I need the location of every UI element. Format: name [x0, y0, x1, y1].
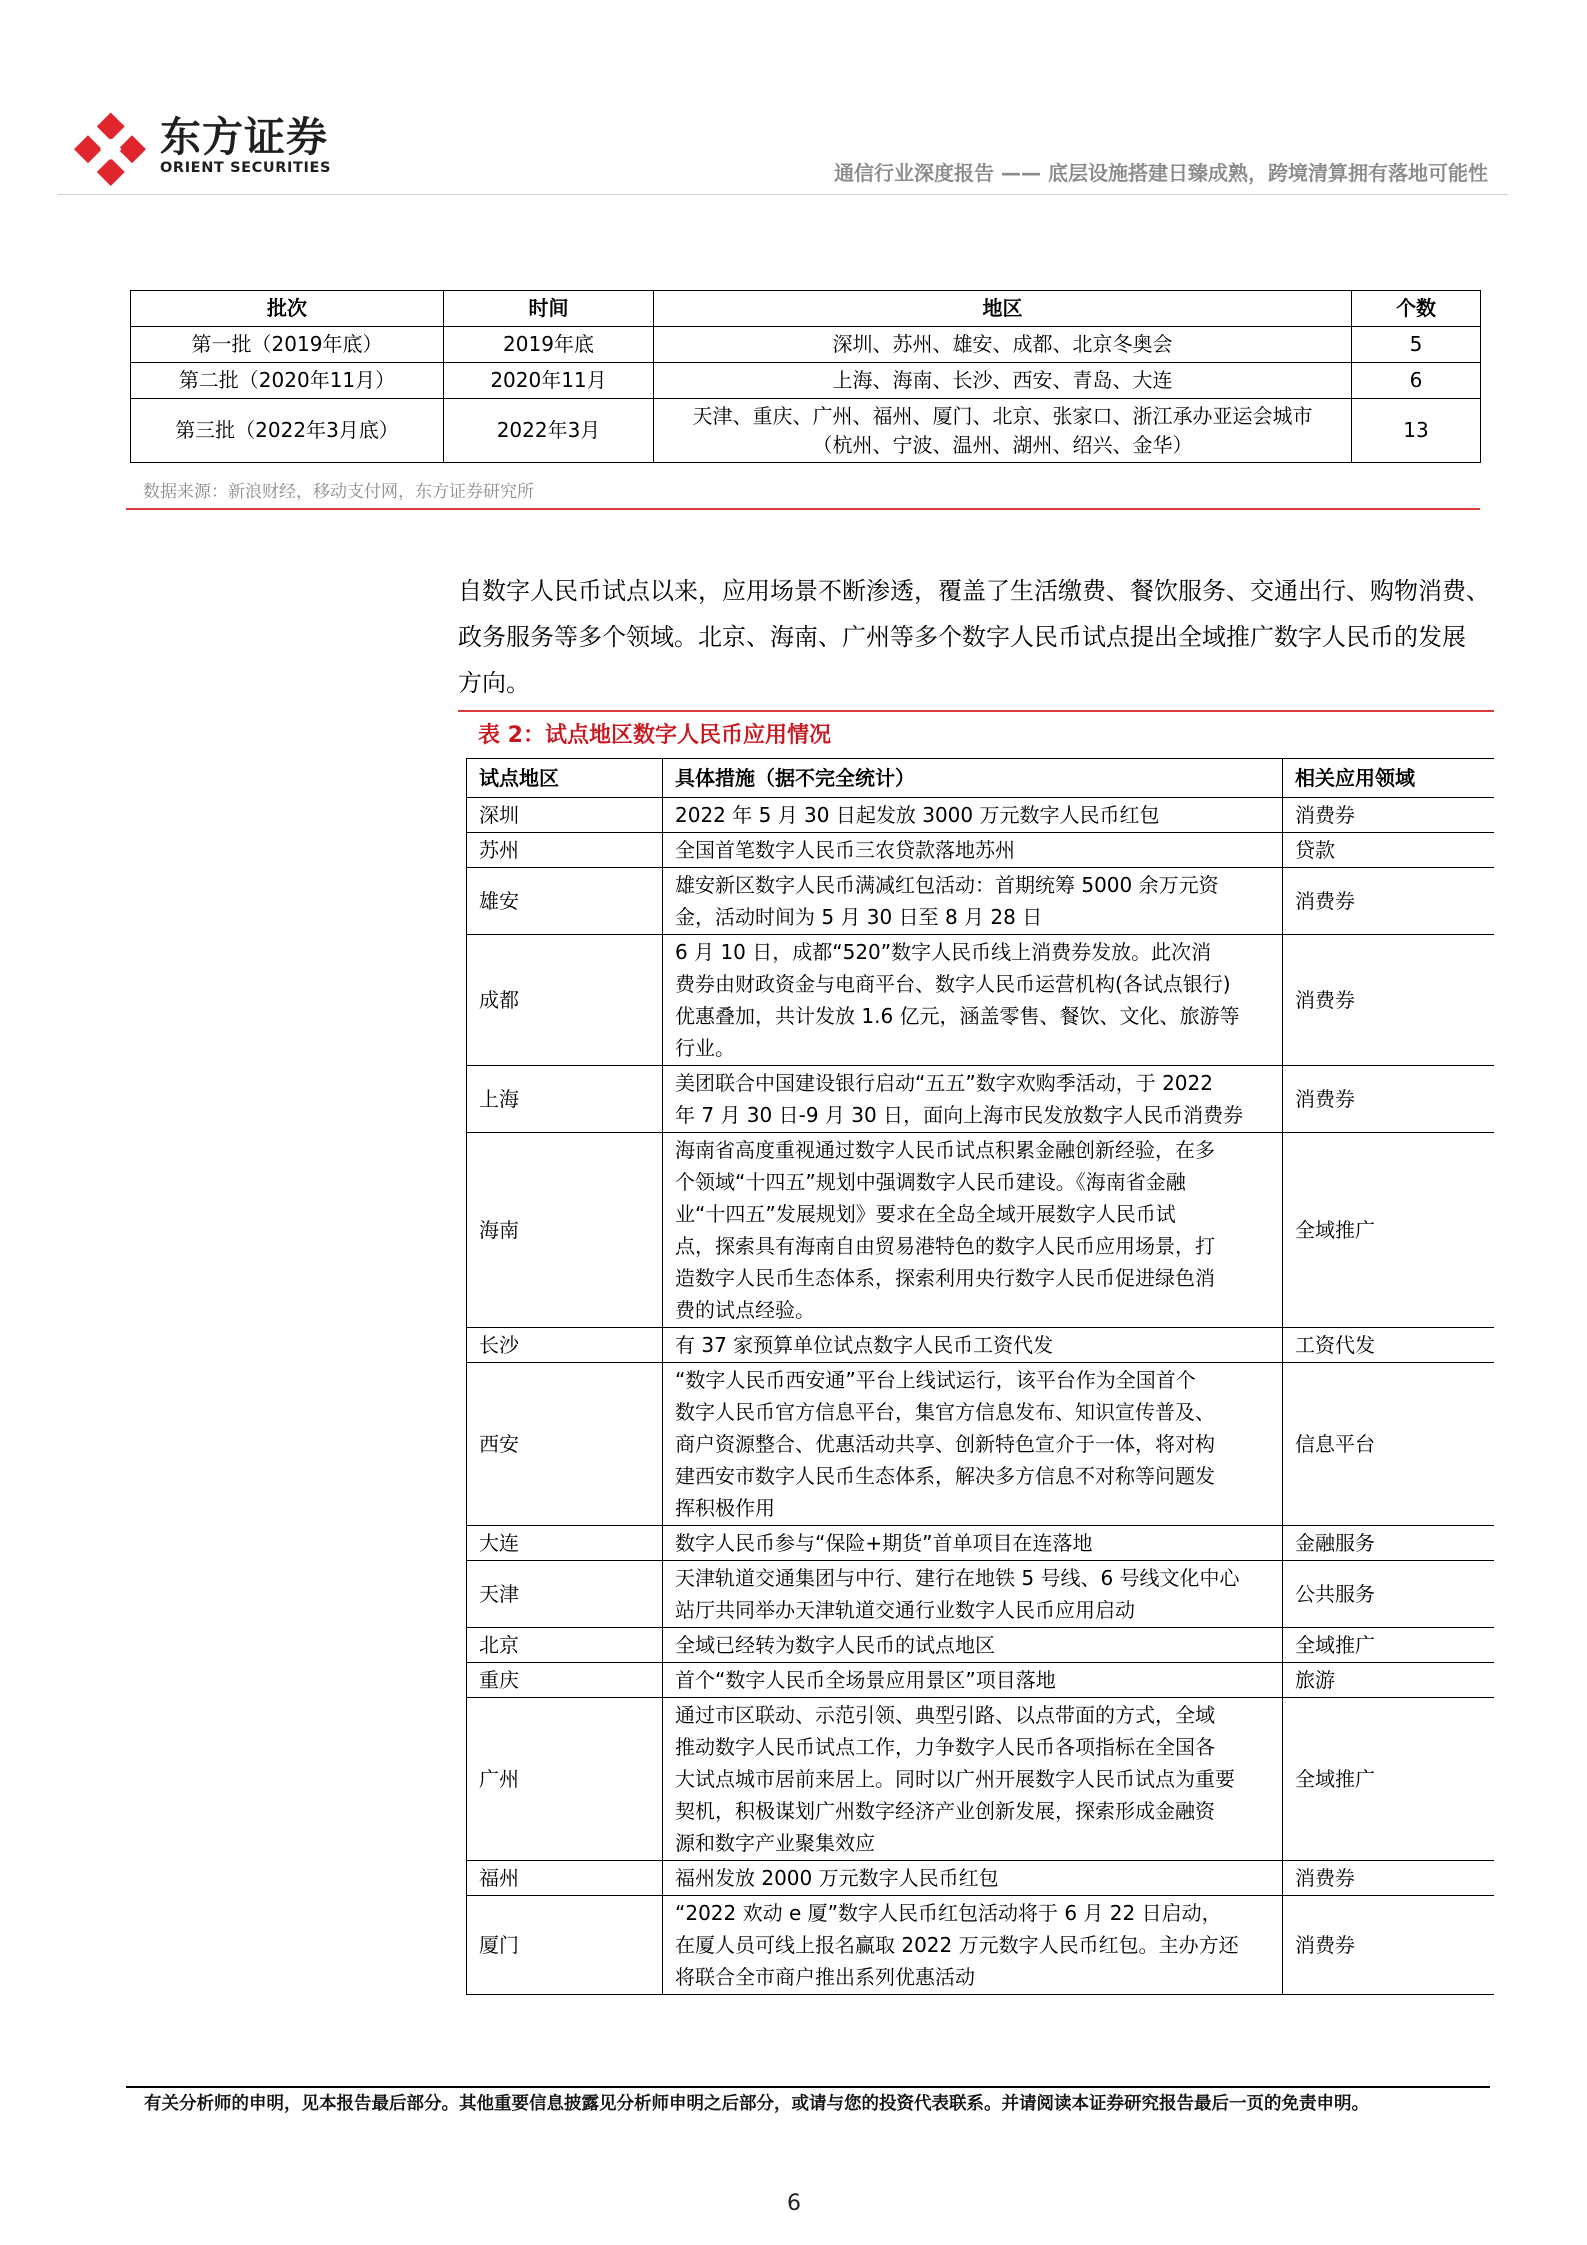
measure-line: 站厅共同举办天津轨道交通行业数字人民币应用启动	[675, 1598, 1135, 1622]
measures-cell	[663, 798, 1283, 833]
measures-cell	[663, 1628, 1283, 1663]
header-field: 相关应用领域	[1283, 759, 1495, 798]
measure-line: 源和数字产业聚集效应	[675, 1831, 875, 1855]
table-row	[467, 833, 1495, 868]
table-row	[131, 363, 1481, 399]
orient-securities-logo	[72, 112, 148, 188]
city-cell: 福州	[467, 1861, 663, 1896]
logo-center	[100, 138, 121, 159]
table-row	[467, 1066, 1495, 1133]
measure-line: 数字人民币官方信息平台，集官方信息发布、知识宣传普及、	[675, 1400, 1215, 1424]
field-cell: 消费券	[1283, 868, 1495, 935]
table-row	[467, 1328, 1495, 1363]
paragraph-line: 自数字人民币试点以来，应用场景不断渗透，覆盖了生活缴费、餐饮服务、交通出行、购物消费、	[458, 577, 1490, 605]
region-cell: 上海、海南、长沙、西安、青岛、大连	[654, 363, 1352, 399]
batch-cell: 第三批（2022年3月底）	[131, 399, 444, 463]
table-row	[467, 1698, 1495, 1861]
measure-line: 费的试点经验。	[675, 1298, 815, 1322]
measure-line: 年 7 月 30 日-9 月 30 日，面向上海市民发放数字人民币消费券	[675, 1103, 1244, 1127]
logo-diamond-top	[97, 112, 125, 140]
application-table	[466, 758, 1494, 1995]
brand-name-en: ORIENT SECURITIES	[160, 160, 332, 176]
measures-cell	[663, 1698, 1283, 1861]
footer-divider	[126, 2086, 1490, 2088]
measure-line: 点，探索具有海南自由贸易港特色的数字人民币应用场景，打	[675, 1234, 1215, 1258]
field-cell: 信息平台	[1283, 1363, 1495, 1526]
field-cell: 消费券	[1283, 1066, 1495, 1133]
field-cell: 全域推广	[1283, 1133, 1495, 1328]
disclaimer-text: 有关分析师的申明，见本报告最后部分。其他重要信息披露见分析师申明之后部分，或请与您的投资代表联系。并请阅读本证券研究报告最后一页的免责申明。	[144, 2094, 1369, 2114]
measure-line: 雄安新区数字人民币满减红包活动：首期统筹 5000 余万元资	[675, 873, 1219, 897]
city-cell: 广州	[467, 1698, 663, 1861]
measure-line: 契机，积极谋划广州数字经济产业创新发展，探索形成金融资	[675, 1799, 1215, 1823]
measure-line: 造数字人民币生态体系，探索利用央行数字人民币促进绿色消	[675, 1266, 1215, 1290]
city-cell: 西安	[467, 1363, 663, 1526]
measure-line: 全域已经转为数字人民币的试点地区	[675, 1633, 995, 1657]
measure-line: 首个“数字人民币全场景应用景区”项目落地	[675, 1668, 1056, 1692]
measure-line: 将联合全市商户推出系列优惠活动	[675, 1965, 975, 1989]
header-divider	[58, 194, 1508, 195]
city-cell: 成都	[467, 935, 663, 1066]
measure-line: 美团联合中国建设银行启动“五五”数字欢购季活动，于 2022	[675, 1071, 1213, 1095]
city-cell: 厦门	[467, 1896, 663, 1995]
city-cell: 天津	[467, 1561, 663, 1628]
city-cell: 上海	[467, 1066, 663, 1133]
table-row	[467, 868, 1495, 935]
measure-line: 金，活动时间为 5 月 30 日至 8 月 28 日	[675, 905, 1043, 929]
measure-line: 海南省高度重视通过数字人民币试点积累金融创新经验，在多	[675, 1138, 1215, 1162]
city-cell: 海南	[467, 1133, 663, 1328]
logo-diamond-right	[118, 135, 146, 163]
field-cell: 全域推广	[1283, 1698, 1495, 1861]
measure-line: 天津轨道交通集团与中行、建行在地铁 5 号线、6 号线文化中心	[675, 1566, 1240, 1590]
count-cell: 6	[1352, 363, 1481, 399]
table2-caption: 表 2：试点地区数字人民币应用情况	[478, 723, 831, 748]
measure-line: 通过市区联动、示范引领、典型引路、以点带面的方式，全域	[675, 1703, 1215, 1727]
application-table-container	[466, 758, 1494, 2088]
measure-line: 费券由财政资金与电商平台、数字人民币运营机构(各试点银行)	[675, 972, 1231, 996]
measure-line: “2022 欢动 e 厦”数字人民币红包活动将于 6 月 22 日启动，	[675, 1901, 1222, 1925]
header-region: 地区	[654, 291, 1352, 327]
header-batch: 批次	[131, 291, 444, 327]
city-cell: 长沙	[467, 1328, 663, 1363]
measures-cell	[663, 833, 1283, 868]
measures-cell	[663, 935, 1283, 1066]
measure-line: 6 月 10 日，成都“520”数字人民币线上消费券发放。此次消	[675, 940, 1212, 964]
region-line: 天津、重庆、广州、福州、厦门、北京、张家口、浙江承办亚运会城市	[692, 403, 1313, 428]
measure-line: 业“十四五”发展规划》要求在全岛全域开展数字人民币试	[675, 1202, 1176, 1226]
paragraph-line: 政务服务等多个领域。北京、海南、广州等多个数字人民币试点提出全域推广数字人民币的发展	[458, 623, 1466, 651]
city-cell: 苏州	[467, 833, 663, 868]
measures-cell	[663, 1328, 1283, 1363]
header-time: 时间	[444, 291, 654, 327]
measure-line: 大试点城市居前来居上。同时以广州开展数字人民币试点为重要	[675, 1767, 1235, 1791]
table-row	[467, 1861, 1495, 1896]
measure-line: “数字人民币西安通”平台上线试运行，该平台作为全国首个	[675, 1368, 1196, 1392]
table-row	[467, 798, 1495, 833]
table-header-row	[467, 759, 1495, 798]
city-cell: 北京	[467, 1628, 663, 1663]
measures-cell	[663, 1363, 1283, 1526]
count-cell: 5	[1352, 327, 1481, 363]
report-title: 通信行业深度报告 —— 底层设施搭建日臻成熟，跨境清算拥有落地可能性	[834, 161, 1488, 185]
field-cell: 消费券	[1283, 1861, 1495, 1896]
time-cell: 2022年3月	[444, 399, 654, 463]
measure-line: 在厦人员可线上报名赢取 2022 万元数字人民币红包。主办方还	[675, 1933, 1239, 1957]
measures-cell	[663, 1526, 1283, 1561]
measure-line: 行业。	[675, 1036, 735, 1060]
measure-line: 2022 年 5 月 30 日起发放 3000 万元数字人民币红包	[675, 803, 1160, 827]
field-cell: 全域推广	[1283, 1628, 1495, 1663]
table-row	[467, 1133, 1495, 1328]
table-row	[467, 1628, 1495, 1663]
measure-line: 优惠叠加，共计发放 1.6 亿元，涵盖零售、餐饮、文化、旅游等	[675, 1004, 1240, 1028]
table1-source: 数据来源：新浪财经，移动支付网，东方证券研究所	[143, 482, 534, 502]
table-row	[467, 1526, 1495, 1561]
table-row	[467, 1561, 1495, 1628]
region-line: （杭州、宁波、温州、湖州、绍兴、金华）	[812, 432, 1193, 457]
city-cell: 深圳	[467, 798, 663, 833]
field-cell: 工资代发	[1283, 1328, 1495, 1363]
page-number: 6	[787, 2191, 801, 2216]
paragraph-line: 方向。	[458, 669, 530, 697]
measure-line: 有 37 家预算单位试点数字人民币工资代发	[675, 1333, 1054, 1357]
field-cell: 贷款	[1283, 833, 1495, 868]
table-row	[131, 399, 1481, 463]
measure-line: 数字人民币参与“保险+期货”首单项目在连落地	[675, 1531, 1093, 1555]
header-count: 个数	[1352, 291, 1481, 327]
table-row	[467, 1663, 1495, 1698]
measure-line: 个领域“十四五”规划中强调数字人民币建设。《海南省金融	[675, 1170, 1186, 1194]
city-cell: 大连	[467, 1526, 663, 1561]
city-cell: 雄安	[467, 868, 663, 935]
header-measures: 具体措施（据不完全统计）	[663, 759, 1283, 798]
header-city: 试点地区	[467, 759, 663, 798]
brand-name-cn: 东方证券	[160, 113, 328, 161]
measure-line: 全国首笔数字人民币三农贷款落地苏州	[675, 838, 1015, 862]
table-row	[131, 327, 1481, 363]
field-cell: 消费券	[1283, 798, 1495, 833]
measure-line: 商户资源整合、优惠活动共享、创新特色宣介于一体，将对构	[675, 1432, 1215, 1456]
city-cell: 重庆	[467, 1663, 663, 1698]
measure-line: 推动数字人民币试点工作，力争数字人民币各项指标在全国各	[675, 1735, 1215, 1759]
application-table-body	[467, 798, 1495, 1995]
measures-cell	[663, 1066, 1283, 1133]
measures-cell	[663, 1561, 1283, 1628]
count-cell: 13	[1352, 399, 1481, 463]
body-paragraph	[458, 568, 1498, 706]
field-cell: 金融服务	[1283, 1526, 1495, 1561]
region-cell	[654, 399, 1352, 463]
field-cell: 消费券	[1283, 1896, 1495, 1995]
time-cell: 2020年11月	[444, 363, 654, 399]
caption-divider	[458, 710, 1494, 712]
measures-cell	[663, 1896, 1283, 1995]
field-cell: 旅游	[1283, 1663, 1495, 1698]
logo-diamond-bottom	[97, 158, 125, 186]
table-header-row	[131, 291, 1481, 327]
region-cell: 深圳、苏州、雄安、成都、北京冬奥会	[654, 327, 1352, 363]
field-cell: 消费券	[1283, 935, 1495, 1066]
measure-line: 福州发放 2000 万元数字人民币红包	[675, 1866, 999, 1890]
time-cell: 2019年底	[444, 327, 654, 363]
measure-line: 建西安市数字人民币生态体系，解决多方信息不对称等问题发	[675, 1464, 1215, 1488]
logo-diamond-left	[74, 135, 102, 163]
field-cell: 公共服务	[1283, 1561, 1495, 1628]
measures-cell	[663, 1133, 1283, 1328]
measure-line: 挥积极作用	[675, 1496, 775, 1520]
measures-cell	[663, 1861, 1283, 1896]
batch-cell: 第二批（2020年11月）	[131, 363, 444, 399]
table-row	[467, 935, 1495, 1066]
section-divider	[126, 508, 1480, 510]
batch-cell: 第一批（2019年底）	[131, 327, 444, 363]
measures-cell	[663, 868, 1283, 935]
measures-cell	[663, 1663, 1283, 1698]
table-row	[467, 1896, 1495, 1995]
table-row	[467, 1363, 1495, 1526]
pilot-batch-table	[130, 290, 1481, 463]
